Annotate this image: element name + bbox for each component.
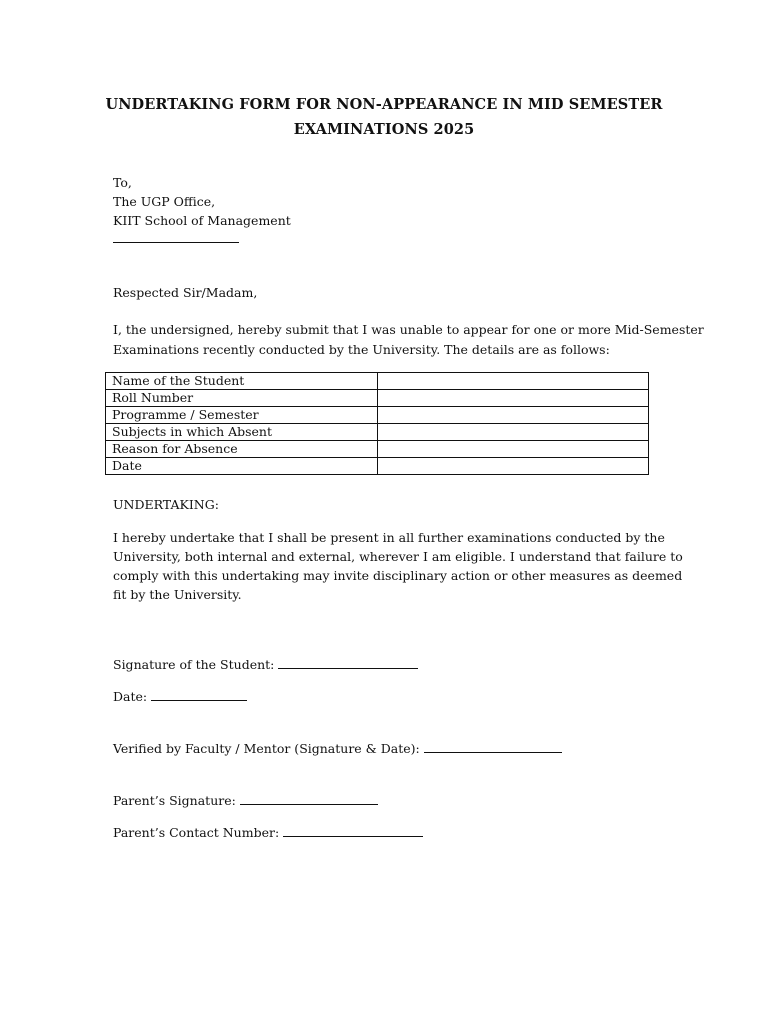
parent-signature-field[interactable]	[240, 792, 378, 805]
table-row	[106, 390, 649, 407]
form-title-line-1: UNDERTAKING FORM FOR NON-APPEARANCE IN MID SEMESTER	[105, 96, 663, 113]
student-signature-field[interactable]	[278, 656, 418, 669]
table-row	[106, 424, 649, 441]
faculty-verification-row	[113, 739, 562, 758]
parent-signature-label: Parent’s Signature:	[113, 793, 236, 808]
intro-line-2: Examinations recently conducted by the University. The details are as follows:	[113, 342, 610, 357]
row-label: Programme / Semester	[106, 407, 378, 424]
undertaking-line-1: I hereby undertake that I shall be present in all further examinations conducted by the	[113, 530, 665, 545]
undertaking-line-4: fit by the University.	[113, 587, 242, 602]
row-value-field[interactable]	[378, 441, 649, 458]
intro-line-1: I, the undersigned, hereby submit that I was unable to appear for one or more Mid-Semester	[113, 322, 704, 337]
row-label: Reason for Absence	[106, 441, 378, 458]
table-row	[106, 441, 649, 458]
row-label: Name of the Student	[106, 373, 378, 390]
parent-signature-row	[113, 791, 378, 810]
address-school: KIIT School of Management	[113, 213, 291, 228]
date-field[interactable]	[151, 688, 247, 701]
date-label: Date:	[113, 689, 148, 704]
undertaking-line-3: comply with this undertaking may invite disciplinary action or other measures as deemed	[113, 568, 683, 583]
row-value-field[interactable]	[378, 458, 649, 475]
address-to: To,	[113, 175, 132, 190]
salutation: Respected Sir/Madam,	[113, 285, 258, 300]
table-row	[106, 407, 649, 424]
form-title-line-2: EXAMINATIONS 2025	[293, 121, 475, 138]
student-signature-row	[113, 655, 418, 674]
parent-contact-label: Parent’s Contact Number:	[113, 825, 280, 840]
parent-contact-field[interactable]	[283, 824, 423, 837]
faculty-verification-field[interactable]	[424, 740, 562, 753]
row-label: Date	[106, 458, 378, 475]
address-blank-line	[113, 229, 239, 248]
row-value-field[interactable]	[378, 424, 649, 441]
row-value-field[interactable]	[378, 407, 649, 424]
undertaking-heading: UNDERTAKING:	[113, 497, 219, 512]
address-office: The UGP Office,	[113, 194, 216, 209]
row-label: Roll Number	[106, 390, 378, 407]
row-value-field[interactable]	[378, 373, 649, 390]
row-value-field[interactable]	[378, 390, 649, 407]
table-row	[106, 373, 649, 390]
table-row	[106, 458, 649, 475]
details-table	[105, 372, 649, 475]
row-label: Subjects in which Absent	[106, 424, 378, 441]
student-signature-label: Signature of the Student:	[113, 657, 275, 672]
undertaking-line-2: University, both internal and external, wherever I am eligible. I understand that failure to	[113, 549, 683, 564]
date-row	[113, 687, 247, 706]
address-blank	[113, 230, 239, 243]
faculty-verification-label: Verified by Faculty / Mentor (Signature & Date):	[113, 741, 420, 756]
parent-contact-row	[113, 823, 423, 842]
